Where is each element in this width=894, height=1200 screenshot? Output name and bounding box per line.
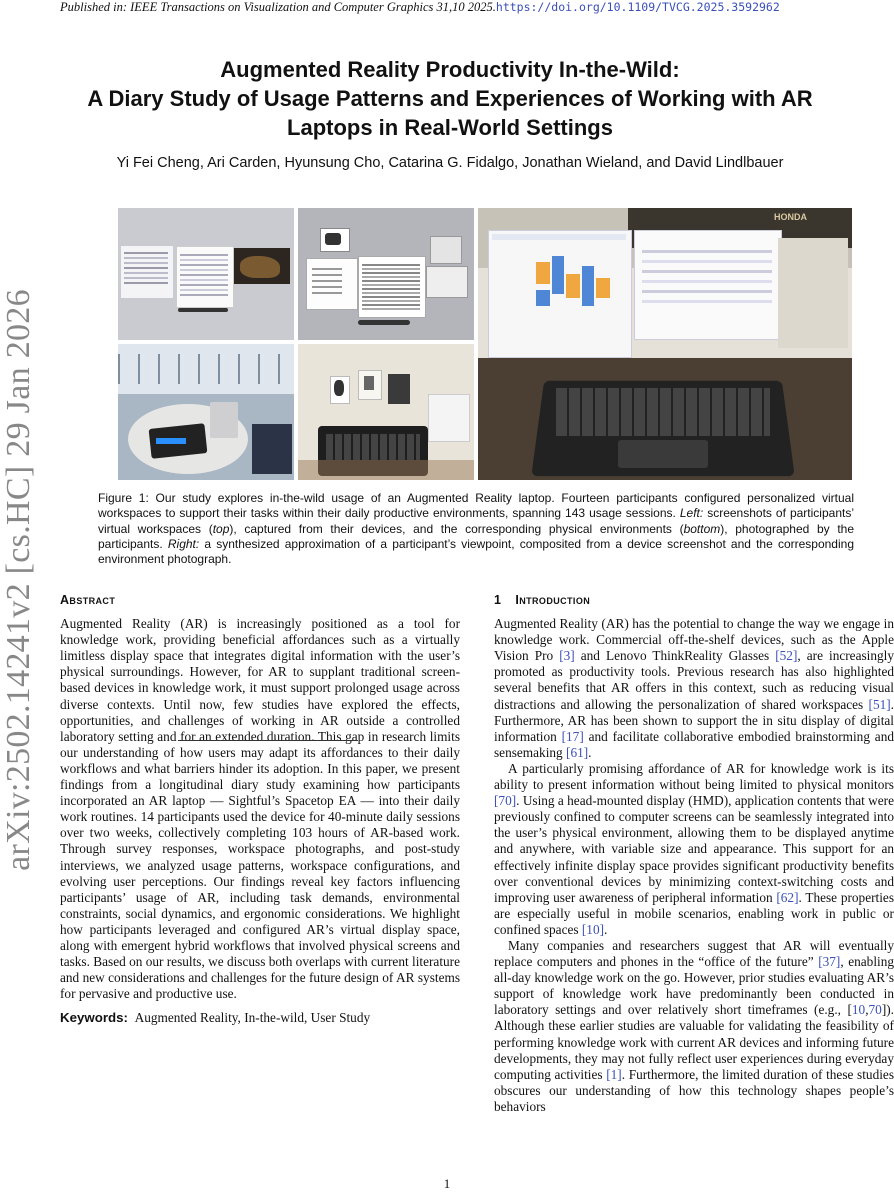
abstract-column [60, 592, 460, 1026]
introduction-heading [494, 592, 894, 608]
figure-caption [98, 491, 854, 567]
screen-label: HONDA [774, 212, 807, 222]
caption-text: Figure 1: Our study explores in-the-wild usage of an Augmented Reality laptop. Fourteen participants configured personalized virtual workspaces to support their tasks within their daily productive environments, spanning 143 usage sessions. [98, 491, 854, 521]
intro-paragraph-1: Augmented Reality (AR) has the potential to change the way we engage in knowledge work. Commercial off-the-shelf devices, such as the Apple Vision Pro [3] and Lenovo ThinkReality Glasses [52], are increasingly promoted as productivity tools. Previous research has also highlighted several benefits that AR offers in this context, such as reducing visual distractions and allowing the personalization of shared workspaces [51]. Furthermore, AR has been shown to support the in situ display of digital information [17] and facilitate collaborative embodied brainstorming and sensemaking [61]. [494, 616, 894, 760]
citation[interactable]: [62] [776, 889, 799, 905]
caption-text: screenshots of participants’ virtual workspaces ( [98, 506, 854, 536]
workspace-screenshot-1 [118, 208, 294, 340]
environment-photo-2 [298, 344, 474, 480]
keywords [60, 1010, 460, 1026]
citation[interactable]: [1] [606, 1066, 622, 1082]
citation[interactable]: 70 [868, 1002, 882, 1018]
page-number: 1 [443, 1176, 451, 1191]
paper-title [60, 55, 840, 142]
title-line: A Diary Study of Usage Patterns and Experiences of Working with AR [87, 86, 813, 111]
section-title: Introduction [515, 593, 591, 607]
arxiv-sidebar-stamp: arXiv:2502.14241v2 [cs.HC] 29 Jan 2026 [0, 289, 37, 871]
citation[interactable]: [52] [775, 648, 798, 664]
citation[interactable]: [17] [561, 728, 584, 744]
doi-link[interactable]: https://doi.org/10.1109/TVCG.2025.3592962 [495, 0, 780, 14]
figure-1 [118, 208, 852, 480]
citation[interactable]: [10] [581, 921, 605, 937]
caption-top-label: top [212, 521, 230, 536]
citation[interactable]: [37] [818, 954, 841, 970]
published-note: Published in: IEEE Transactions on Visualization and Computer Graphics 31,10 2025. [60, 0, 496, 14]
caption-bottom-label: bottom [683, 521, 721, 536]
workspace-screenshot-2 [298, 208, 474, 340]
citation[interactable]: [51] [868, 696, 891, 712]
citation[interactable]: 10 [851, 1002, 866, 1018]
author-list: Yi Fei Cheng, Ari Carden, Hyunsung Cho, Catarina G. Fidalgo, Jonathan Wieland, and David Lindlbauer [116, 155, 784, 171]
intro-paragraph-2: A particularly promising affordance of AR for knowledge work is its ability to present information without being limited to physical monitors [70]. Using a head-mounted display (HMD), application contents that were previously confined to computer screens can be seamlessly integrated into the user’s physical environment, allowing them to be displayed anytime and anywhere, with variable size and appearance. This support for an effectively infinite display space provides significant productivity benefits over conventional devices by minimizing context-switching costs and improving user awareness of peripheral information [62]. These properties are especially useful in mobile scenarios, enabling work in public or confined spaces [10]. [494, 760, 894, 937]
publication-header [60, 0, 780, 15]
abstract-heading [60, 592, 460, 608]
introduction-column [494, 592, 894, 1115]
citation[interactable]: [3] [559, 648, 575, 664]
caption-left-label: Left: [679, 506, 704, 521]
section-number: 1 [494, 593, 502, 607]
abstract-divider [178, 740, 358, 741]
viewpoint-composite [478, 208, 852, 480]
environment-photo-1 [118, 344, 294, 480]
caption-text: ), photographed by the participants. [98, 521, 855, 551]
citation[interactable]: [61] [566, 744, 589, 760]
title-line: Augmented Reality Productivity In-the-Wild: [220, 57, 680, 82]
title-line: Laptops in Real-World Settings [287, 115, 613, 140]
caption-text: a synthesized approximation of a participant’s viewpoint, composited from a device screenshot and the corresponding environment photograph. [98, 536, 854, 567]
caption-text: ), captured from their devices, and the corresponding physical environments ( [229, 521, 684, 536]
abstract-text: Augmented Reality (AR) is increasingly positioned as a tool for knowledge work, providing beneficial affordances such as a virtually limitless display space that integrates digital information with the user’s physical surroundings. However, for AR to supplant traditional screen-based devices in knowledge work, it must support prolonged usage across diverse contexts. Until now, few studies have explored the effects, opportunities, and challenges of working in AR outside a controlled laboratory setting and for an extended duration. This gap in research limits our understanding of how users may adapt its affordances to their daily workflows and what barriers hinder its adoption. In this paper, we present findings from a longitudinal diary study examining how participants incorporated an AR laptop — Sightful’s Spacetop EA — into their daily work routines. 14 participants used the device for 40-minute daily sessions over two weeks, collectively completing 103 hours of AR-based work. Through survey responses, workspace photographs, and post-study interviews, we analyzed usage patterns, workspace configurations, and evolving user perceptions. Our findings reveal key factors influencing participants’ usage of AR, including task demands, environmental constraints, social dynamics, and ergonomic considerations. We highlight how participants leveraged and configured AR’s virtual display space, along with emergent hybrid workflows that involved physical screens and tasks. Based on our results, we discuss both overlaps with current literature and new considerations and challenges for the future design of AR systems for pervasive and productive use. [60, 616, 460, 1002]
intro-paragraph-3: Many companies and researchers suggest that AR will eventually replace computers and phones in the “office of the future” [37], enabling all-day knowledge work on the go. However, prior studies evaluating AR’s support of knowledge work have predominantly been conducted in laboratory settings and over relatively short timeframes (e.g., [10,70]). Although these earlier studies are valuable for validating the feasibility of performing knowledge work with current AR devices and informing future developments, they may not fully reflect user experiences during everyday computing activities [1]. Furthermore, the limited duration of these studies obscures our understanding of how this technology shapes people’s behaviors [494, 937, 894, 1114]
keywords-label: Keywords: [60, 1010, 128, 1026]
citation[interactable]: [70] [494, 793, 517, 809]
caption-right-label: Right: [167, 536, 200, 551]
abstract-heading-text: Abstract [60, 593, 116, 607]
keywords-list: Augmented Reality, In-the-wild, User Study [134, 1010, 371, 1026]
